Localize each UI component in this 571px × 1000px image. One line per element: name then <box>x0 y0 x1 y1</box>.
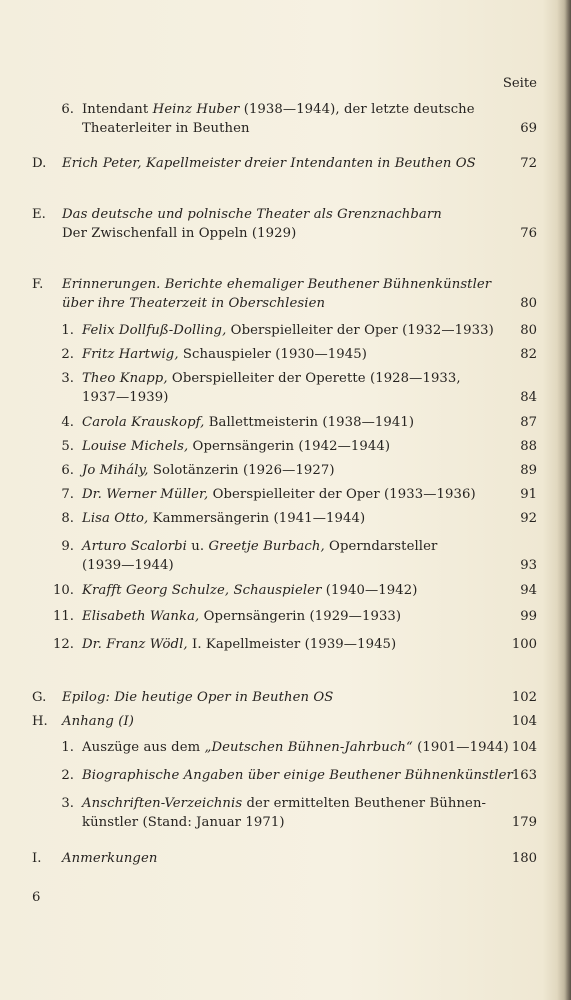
entry-title-roman: Opernsängerin (1929—1933) <box>199 609 402 624</box>
entry-title <box>82 486 476 504</box>
entry-page-number: 104 <box>511 714 537 729</box>
entry-page-number: 88 <box>520 439 537 454</box>
entry-title-italic: Das deutsche und polnische Theater als Grenznachbarn <box>62 207 442 222</box>
entry-title-roman: Auszüge aus dem <box>82 740 205 755</box>
entry-title <box>82 557 174 575</box>
entry-title <box>82 346 367 364</box>
entry-page-number: 99 <box>520 609 537 624</box>
entry-page-number: 76 <box>520 226 537 241</box>
entry-number: 9. <box>61 539 74 554</box>
entry-title <box>82 795 486 813</box>
entry-page-number: 94 <box>520 583 537 598</box>
entry-title-italic: Biographische Angaben über einige Beuthener Bühnenkünstler <box>82 768 513 783</box>
entry-title-italic: Anmerkungen <box>62 851 158 866</box>
entry-title-italic: über ihre Theaterzeit in Oberschlesien <box>62 296 326 311</box>
entry-page-number: 91 <box>520 487 537 502</box>
entry-title-italic: Elisabeth Wanka, <box>82 609 200 624</box>
entry-title-italic: Dr. Werner Müller, <box>82 487 209 502</box>
entry-title-roman: Oberspielleiter der Oper (1932—1933) <box>226 323 494 338</box>
entry-title-roman: Theaterleiter in Beuthen <box>82 121 250 136</box>
entry-title <box>82 438 390 456</box>
entry-page-number: 163 <box>511 768 537 783</box>
entry-title <box>62 713 134 731</box>
entry-title <box>82 101 475 119</box>
entry-title <box>82 538 437 556</box>
entry-number: G. <box>32 690 47 705</box>
entry-title-roman: (1940—1942) <box>321 583 418 598</box>
entry-page-number: 72 <box>520 156 537 171</box>
entry-title-italic: Erinnerungen. Berichte ehemaliger Beuthener Bühnenkünstler <box>62 277 492 292</box>
entry-title-italic: Greetje Burbach, <box>208 539 325 554</box>
entry-title-italic: „Deutschen Bühnen-Jahrbuch“ <box>204 740 413 755</box>
entry-number: 2. <box>61 768 74 783</box>
entry-title-italic: Dr. Franz Wödl, <box>82 637 188 652</box>
entry-title-italic: Erich Peter, Kapellmeister dreier Intendanten in Beuthen OS <box>62 156 476 171</box>
entry-title-italic: Anschriften-Verzeichnis <box>82 796 243 811</box>
entry-number: 11. <box>53 609 74 624</box>
entry-number: 1. <box>61 740 74 755</box>
entry-title <box>82 636 396 654</box>
entry-title <box>62 155 476 173</box>
entry-number: 4. <box>61 415 74 430</box>
entry-title-roman: 1937—1939) <box>82 390 169 405</box>
entry-title-roman: Intendant <box>82 102 153 117</box>
entry-number: D. <box>32 156 47 171</box>
entry-title-roman: I. Kapellmeister (1939—1945) <box>187 637 397 652</box>
entry-title-italic: Felix Dollfuß-Dolling, <box>82 323 227 338</box>
entry-number: 6. <box>61 463 74 478</box>
entry-title <box>62 206 442 224</box>
entry-title-roman: Operndarsteller <box>324 539 438 554</box>
entry-title-roman: künstler (Stand: Januar 1971) <box>82 815 285 830</box>
entry-title <box>82 389 168 407</box>
entry-title-italic: Heinz Huber <box>152 102 240 117</box>
entry-title <box>82 414 414 432</box>
entry-page-number: 87 <box>520 415 537 430</box>
entry-title-roman: Oberspielleiter der Oper (1933—1936) <box>208 487 476 502</box>
entry-page-number: 100 <box>511 637 537 652</box>
entry-title <box>82 767 513 785</box>
entry-page-number: 92 <box>520 511 537 526</box>
entry-number: 3. <box>61 796 74 811</box>
entry-page-number: 89 <box>520 463 537 478</box>
entry-title-roman: Oberspielleiter der Operette (1928—1933, <box>167 371 461 386</box>
entry-number: 12. <box>53 637 74 652</box>
entry-title-italic: Anhang (I) <box>62 714 134 729</box>
entry-title <box>62 850 157 868</box>
entry-title <box>82 814 285 832</box>
entry-title <box>82 370 461 388</box>
entry-page-number: 82 <box>520 347 537 362</box>
entry-title-roman: Solotänzerin (1926—1927) <box>148 463 335 478</box>
entry-page-number: 84 <box>520 390 537 405</box>
entry-number: 6. <box>61 102 74 117</box>
entry-number: 1. <box>61 323 74 338</box>
entry-title-italic: Theo Knapp, <box>82 371 168 386</box>
entry-number: E. <box>32 207 46 222</box>
entry-number: I. <box>32 851 42 866</box>
entry-number: H. <box>32 714 48 729</box>
entry-number: 3. <box>61 371 74 386</box>
entry-page-number: 179 <box>511 815 537 830</box>
page-edge-shadow <box>557 0 571 1000</box>
entry-page-number: 102 <box>511 690 537 705</box>
entry-title <box>82 739 509 757</box>
entry-title <box>62 225 296 243</box>
page-number: 6 <box>32 890 41 905</box>
entry-title-italic: Krafft Georg Schulze, Schauspieler <box>82 583 322 598</box>
entry-title-italic: Epilog: Die heutige Oper in Beuthen OS <box>62 690 334 705</box>
entry-title-roman: Der Zwischenfall in Oppeln (1929) <box>62 226 297 241</box>
entry-title-roman: u. <box>186 539 209 554</box>
entry-title-italic: Fritz Hartwig, <box>82 347 179 362</box>
entry-page-number: 69 <box>520 121 537 136</box>
column-header-seite: Seite <box>502 76 537 91</box>
entry-title-roman: (1901—1944) <box>412 740 509 755</box>
entry-title-italic: Jo Mihály, <box>82 463 149 478</box>
entry-number: 2. <box>61 347 74 362</box>
entry-title <box>82 608 401 626</box>
entry-title-italic: Lisa Otto, <box>82 511 149 526</box>
entry-title-roman: Opernsängerin (1942—1944) <box>188 439 391 454</box>
entry-title-italic: Louise Michels, <box>82 439 189 454</box>
entry-title <box>62 295 325 313</box>
entry-title <box>82 120 250 138</box>
entry-page-number: 80 <box>520 296 537 311</box>
entry-number: 8. <box>61 511 74 526</box>
entry-title-roman: (1938—1944), der letzte deutsche <box>239 102 475 117</box>
entry-number: 5. <box>61 439 74 454</box>
entry-title-roman: Ballettmeisterin (1938—1941) <box>204 415 415 430</box>
entry-number: F. <box>32 277 44 292</box>
entry-page-number: 80 <box>520 323 537 338</box>
entry-title-roman: der ermittelten Beuthener Bühnen- <box>242 796 487 811</box>
entry-page-number: 104 <box>511 740 537 755</box>
entry-title <box>82 510 365 528</box>
entry-title-italic: Arturo Scalorbi <box>82 539 187 554</box>
entry-number: 10. <box>53 583 74 598</box>
entry-title-italic: Carola Krauskopf, <box>82 415 205 430</box>
entry-title-roman: Kammersängerin (1941—1944) <box>148 511 366 526</box>
entry-title <box>62 689 333 707</box>
entry-title <box>82 582 417 600</box>
entry-number: 7. <box>61 487 74 502</box>
entry-title-roman: (1939—1944) <box>82 558 174 573</box>
entry-title <box>62 276 491 294</box>
entry-title-roman: Schauspieler (1930—1945) <box>178 347 367 362</box>
entry-page-number: 180 <box>511 851 537 866</box>
entry-title <box>82 462 335 480</box>
entry-page-number: 93 <box>520 558 537 573</box>
entry-title <box>82 322 494 340</box>
